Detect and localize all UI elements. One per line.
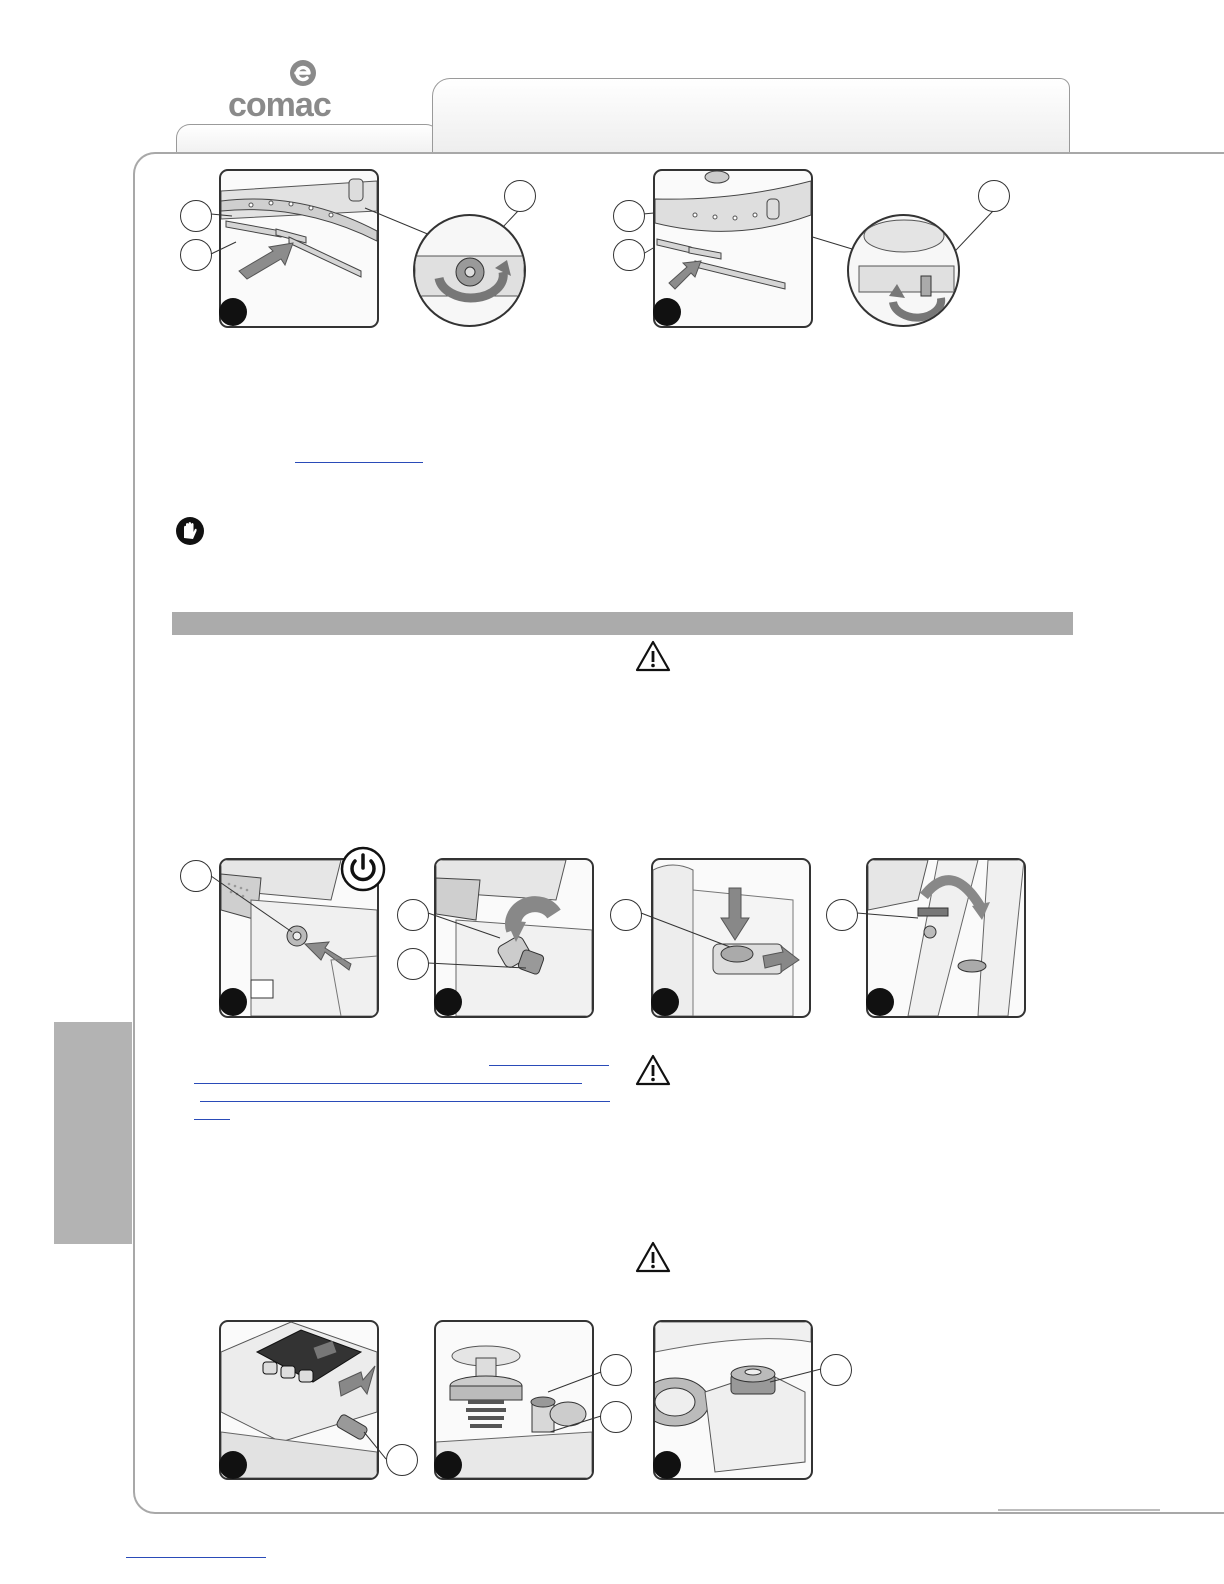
leader-lines-top [0, 0, 1224, 400]
reference-link[interactable] [194, 1083, 582, 1084]
reference-link[interactable] [200, 1101, 610, 1102]
section-title-bar [172, 612, 1073, 635]
callout-marker [978, 180, 1010, 212]
figure-marker [653, 298, 681, 326]
chapter-side-tab [54, 1022, 132, 1244]
warning-triangle-icon [635, 1054, 671, 1086]
detail-latch-rotate [847, 214, 960, 327]
reference-link[interactable] [194, 1119, 230, 1120]
warning-triangle-icon [635, 1241, 671, 1273]
protective-gloves-icon [175, 516, 205, 546]
leader-lines-middle [0, 840, 1224, 1040]
reference-link[interactable] [489, 1065, 609, 1066]
footer-link[interactable] [126, 1557, 266, 1558]
warning-triangle-icon [635, 640, 671, 672]
callout-marker [504, 180, 536, 212]
leader-lines-bottom [0, 1320, 1224, 1500]
callout-marker [613, 200, 645, 232]
detail-knob-rotate [413, 214, 526, 327]
footer-rule [998, 1509, 1160, 1511]
reference-link[interactable] [295, 462, 423, 463]
logo-text: comac [228, 86, 331, 122]
callout-marker [613, 239, 645, 271]
